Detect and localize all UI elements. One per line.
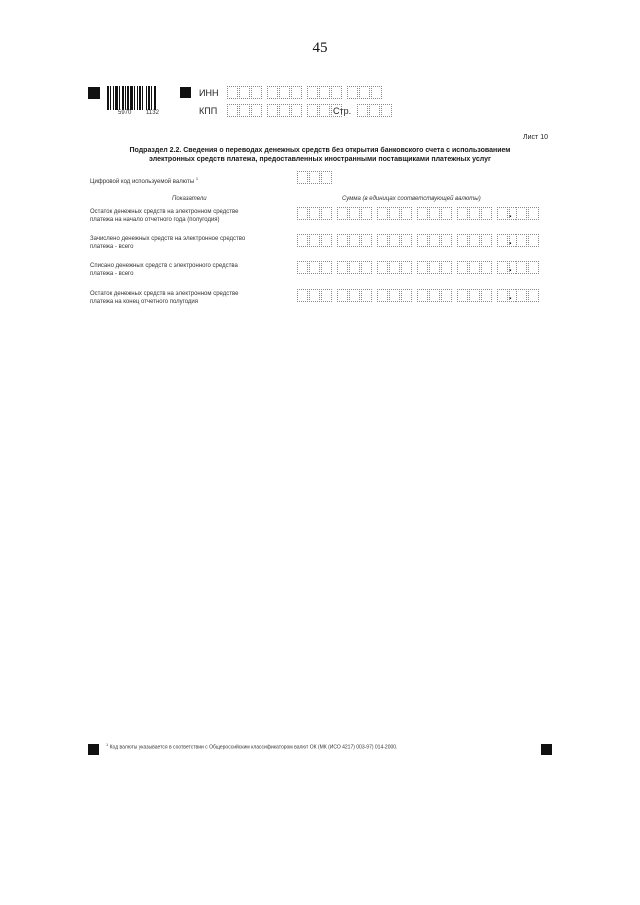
title-line-2: электронных средств платежа, предоставленных иностранными поставщиками платежных услуг <box>149 156 491 163</box>
currency-code-cell[interactable] <box>297 171 308 184</box>
barcode-bar <box>130 86 133 110</box>
inn-cell[interactable] <box>307 86 318 99</box>
row-label-line-1: Списано денежных средств с электронного средства <box>90 263 238 269</box>
inn-cell[interactable] <box>319 86 330 99</box>
amount-integer-cell[interactable] <box>401 261 412 274</box>
amount-integer-cell[interactable] <box>361 261 372 274</box>
column-header-indicators: Показатели <box>172 196 207 202</box>
amount-integer-cell[interactable] <box>337 234 348 247</box>
decimal-separator: . <box>509 263 512 274</box>
title-line-1: Подраздел 2.2. Сведения о переводах денежных средств без открытия банковского счета с использованием <box>129 147 511 154</box>
amount-integer-cell[interactable] <box>309 207 320 220</box>
row-label <box>90 263 290 278</box>
decimal-separator: . <box>509 209 512 220</box>
amount-integer-cell[interactable] <box>297 289 308 302</box>
barcode-bar <box>134 86 135 110</box>
amount-integer-cell[interactable] <box>297 261 308 274</box>
currency-code-footnote-mark: 1 <box>195 176 199 181</box>
amount-integer-cell[interactable] <box>309 261 320 274</box>
amount-fraction-cell[interactable] <box>516 289 527 302</box>
amount-integer-cell[interactable] <box>389 234 400 247</box>
amount-integer-cell[interactable] <box>321 289 332 302</box>
inn-cell[interactable] <box>227 86 238 99</box>
amount-integer-cell[interactable] <box>401 234 412 247</box>
kpp-cells[interactable] <box>227 104 343 117</box>
currency-code-cells[interactable] <box>297 171 333 184</box>
inn-cell[interactable] <box>279 86 290 99</box>
amount-integer-cells[interactable] <box>297 261 521 274</box>
amount-integer-cell[interactable] <box>377 289 388 302</box>
amount-integer-cell[interactable] <box>377 234 388 247</box>
inn-label: ИНН <box>199 88 219 98</box>
amount-fraction-cells[interactable] <box>516 261 540 274</box>
column-header-amount: Сумма (в единицах соответствующей валюты) <box>342 196 481 202</box>
amount-integer-cell[interactable] <box>401 289 412 302</box>
amount-integer-cell[interactable] <box>497 234 508 247</box>
amount-integer-cell[interactable] <box>297 207 308 220</box>
amount-integer-cell[interactable] <box>469 261 480 274</box>
barcode-bar <box>148 86 150 110</box>
amount-integer-cell[interactable] <box>497 289 508 302</box>
row-label-line-2: платежа - всего <box>90 243 134 250</box>
currency-code-cell[interactable] <box>309 171 320 184</box>
barcode-bar <box>146 86 147 110</box>
page-number: 45 <box>312 40 328 56</box>
row-label <box>90 236 290 251</box>
amount-integer-cell[interactable] <box>429 207 440 220</box>
row-label-line-1: Остаток денежных средств на электронном средстве <box>90 291 239 297</box>
amount-integer-cell[interactable] <box>417 261 428 274</box>
amount-integer-cell[interactable] <box>389 207 400 220</box>
registration-marker-top-mid <box>180 87 191 98</box>
barcode-bar <box>125 86 126 110</box>
barcode-bar <box>137 86 138 110</box>
decimal-separator: . <box>509 291 512 302</box>
registration-marker-top-left <box>88 87 100 99</box>
amount-integer-cell[interactable] <box>337 289 348 302</box>
barcode-bar <box>151 86 152 110</box>
amount-fraction-cells[interactable] <box>516 234 540 247</box>
currency-code-cell[interactable] <box>321 171 332 184</box>
barcode-bar <box>119 86 120 110</box>
amount-integer-cell[interactable] <box>429 289 440 302</box>
footnote-mark: 1 <box>106 742 109 747</box>
row-label <box>90 291 290 306</box>
amount-fraction-cell[interactable] <box>516 207 527 220</box>
amount-integer-cells[interactable] <box>297 289 521 302</box>
barcode-bar <box>110 86 111 110</box>
amount-integer-cell[interactable] <box>441 234 452 247</box>
amount-integer-cell[interactable] <box>377 207 388 220</box>
currency-code-label <box>90 175 198 187</box>
decimal-separator: . <box>509 236 512 247</box>
barcode-bar <box>107 86 109 110</box>
kpp-cell[interactable] <box>279 104 290 117</box>
subsection-title <box>100 146 540 164</box>
amount-integer-cell[interactable] <box>337 261 348 274</box>
inn-cell[interactable] <box>359 86 370 99</box>
row-label-line-2: платежа на конец отчетного полугодия <box>90 298 199 305</box>
barcode-bar <box>154 86 156 110</box>
amount-integer-cell[interactable] <box>469 289 480 302</box>
inn-cell[interactable] <box>331 86 342 99</box>
amount-fraction-cells[interactable] <box>516 207 540 220</box>
page-cells[interactable] <box>357 104 393 117</box>
amount-integer-cell[interactable] <box>469 234 480 247</box>
barcode-bar <box>115 86 118 110</box>
inn-cell[interactable] <box>347 86 358 99</box>
amount-fraction-cell[interactable] <box>516 234 527 247</box>
amount-integer-cell[interactable] <box>309 289 320 302</box>
amount-fraction-cell[interactable] <box>528 234 539 247</box>
kpp-cell[interactable] <box>291 104 302 117</box>
barcode-digits-right: 1132 <box>146 110 159 116</box>
amount-integer-cell[interactable] <box>321 207 332 220</box>
amount-integer-cell[interactable] <box>441 289 452 302</box>
barcode-bar <box>122 86 124 110</box>
page-cell[interactable] <box>381 104 392 117</box>
amount-integer-cell[interactable] <box>321 234 332 247</box>
barcode <box>107 86 169 110</box>
kpp-cell[interactable] <box>319 104 330 117</box>
amount-fraction-cell[interactable] <box>528 261 539 274</box>
amount-integer-cell[interactable] <box>349 289 360 302</box>
amount-integer-cell[interactable] <box>457 289 468 302</box>
sheet-label: Лист 10 <box>523 134 548 141</box>
amount-fraction-cell[interactable] <box>528 207 539 220</box>
row-label-line-2: платежа - всего <box>90 270 134 277</box>
inn-cell[interactable] <box>267 86 278 99</box>
amount-integer-cell[interactable] <box>401 207 412 220</box>
inn-cell[interactable] <box>291 86 302 99</box>
barcode-bar <box>127 86 129 110</box>
amount-integer-cell[interactable] <box>389 261 400 274</box>
barcode-bar <box>113 86 114 110</box>
amount-integer-cell[interactable] <box>297 234 308 247</box>
amount-integer-cell[interactable] <box>481 289 492 302</box>
amount-integer-cells[interactable] <box>297 234 521 247</box>
inn-cell[interactable] <box>251 86 262 99</box>
amount-integer-cell[interactable] <box>309 234 320 247</box>
amount-integer-cell[interactable] <box>361 234 372 247</box>
amount-integer-cell[interactable] <box>457 261 468 274</box>
kpp-label: КПП <box>199 106 218 116</box>
amount-integer-cell[interactable] <box>481 234 492 247</box>
inn-cell[interactable] <box>371 86 382 99</box>
row-label <box>90 209 290 224</box>
registration-marker-bottom-right <box>541 744 552 755</box>
amount-fraction-cell[interactable] <box>516 261 527 274</box>
amount-integer-cell[interactable] <box>441 207 452 220</box>
amount-integer-cell[interactable] <box>417 234 428 247</box>
amount-integer-cell[interactable] <box>497 261 508 274</box>
footnote <box>106 742 397 751</box>
amount-integer-cell[interactable] <box>481 261 492 274</box>
amount-integer-cell[interactable] <box>349 234 360 247</box>
inn-cells[interactable] <box>227 86 383 99</box>
amount-integer-cell[interactable] <box>417 207 428 220</box>
amount-integer-cells[interactable] <box>297 207 521 220</box>
amount-integer-cell[interactable] <box>321 261 332 274</box>
kpp-cell[interactable] <box>267 104 278 117</box>
kpp-cell[interactable] <box>227 104 238 117</box>
amount-integer-cell[interactable] <box>389 289 400 302</box>
amount-integer-cell[interactable] <box>349 207 360 220</box>
page-label: Стр. <box>333 106 352 116</box>
amount-integer-cell[interactable] <box>469 207 480 220</box>
barcode-bar <box>142 86 143 110</box>
amount-integer-cell[interactable] <box>481 207 492 220</box>
amount-integer-cell[interactable] <box>361 289 372 302</box>
amount-integer-cell[interactable] <box>429 261 440 274</box>
registration-marker-bottom-left <box>88 744 99 755</box>
amount-integer-cell[interactable] <box>337 207 348 220</box>
row-label-line-2: платежа на начало отчетного года (полугодия) <box>90 216 220 223</box>
barcode-bar <box>139 86 141 110</box>
amount-fraction-cell[interactable] <box>528 289 539 302</box>
row-label-line-1: Остаток денежных средств на электронном средстве <box>90 209 239 215</box>
inn-cell[interactable] <box>239 86 250 99</box>
amount-integer-cell[interactable] <box>457 234 468 247</box>
kpp-cell[interactable] <box>239 104 250 117</box>
amount-integer-cell[interactable] <box>441 261 452 274</box>
currency-code-label-text: Цифровой код используемой валюты <box>90 179 195 185</box>
amount-integer-cell[interactable] <box>361 207 372 220</box>
barcode-digits-left: 5970 <box>118 110 132 116</box>
row-label-line-1: Зачислено денежных средств на электронное средство <box>90 236 246 242</box>
kpp-cell[interactable] <box>251 104 262 117</box>
amount-integer-cell[interactable] <box>349 261 360 274</box>
page-cell[interactable] <box>369 104 380 117</box>
page-cell[interactable] <box>357 104 368 117</box>
footnote-text: Код валюты указывается в соответствии с Общероссийским классификатором валют ОК (МК (ИСО 4217) 003-97) 014-2000. <box>109 744 398 751</box>
amount-integer-cell[interactable] <box>457 207 468 220</box>
amount-fraction-cells[interactable] <box>516 289 540 302</box>
amount-integer-cell[interactable] <box>377 261 388 274</box>
amount-integer-cell[interactable] <box>417 289 428 302</box>
kpp-cell[interactable] <box>307 104 318 117</box>
amount-integer-cell[interactable] <box>497 207 508 220</box>
amount-integer-cell[interactable] <box>429 234 440 247</box>
